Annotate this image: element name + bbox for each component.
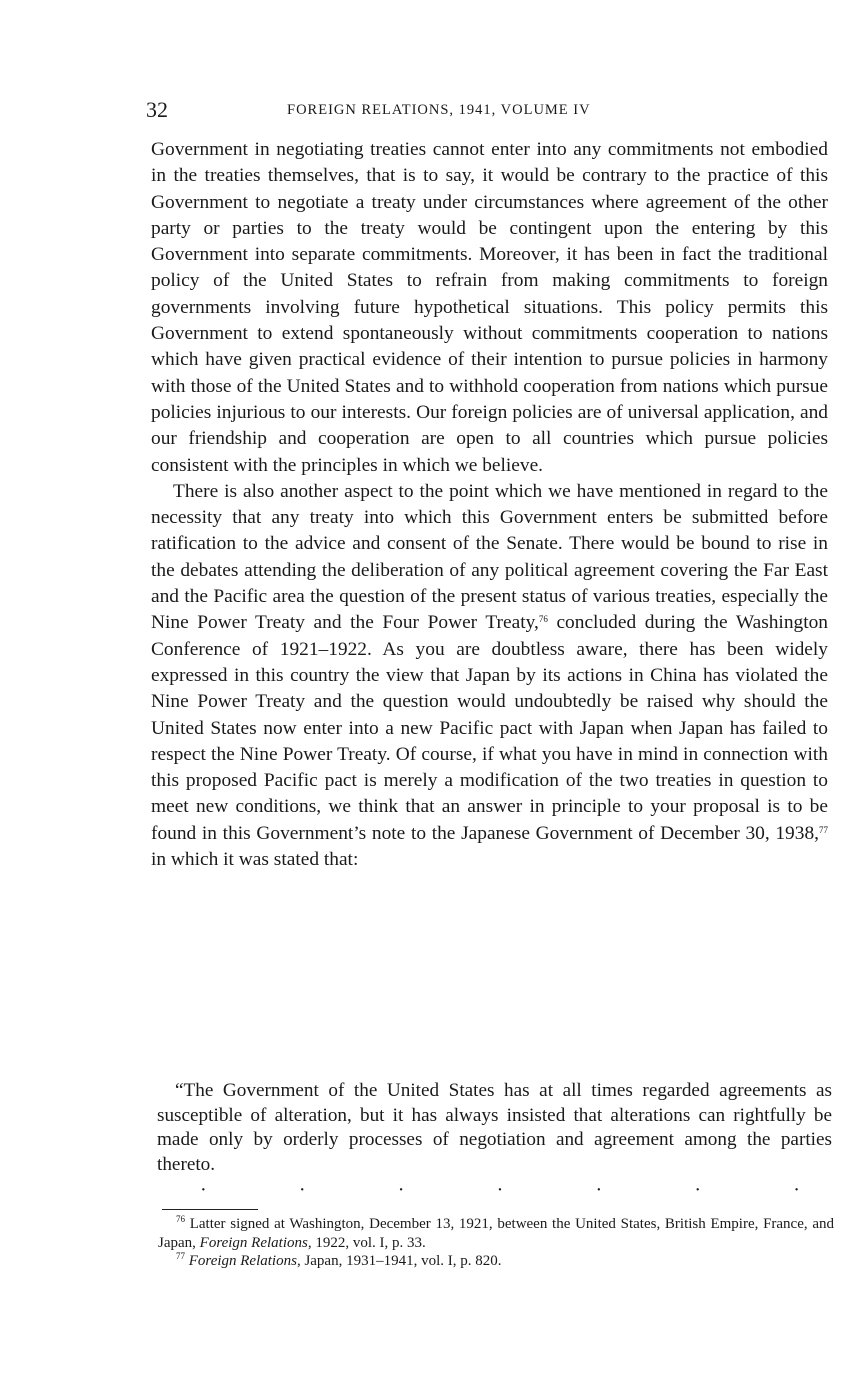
footnote-ref-76: 76: [538, 614, 548, 625]
page-number: 32: [146, 97, 168, 122]
paragraph-2-part-b: concluded during the Washington Conference of 1921–1922. As you are doubtless aware, there has been widely expressed in this country the view that Japan by its actions in China has violated the Nine Power Treaty and the question would undoubtedly be raised why should the United States now enter into a new Pacific pact with Japan when Japan has failed to respect the Nine Power Treaty. Of course, if what you have in mind in connection with this proposed Pacific pact is merely a modification of the two treaties in question to meet new conditions, we think that an answer in principle to your proposal is to be found in this Government’s note to the Japanese Government of December 30, 1938,: [151, 612, 828, 844]
running-head: FOREIGN RELATIONS, 1941, VOLUME IV: [287, 102, 591, 118]
footnote-76: [158, 1215, 834, 1252]
ellipsis-dot: ·: [595, 1179, 603, 1201]
footnote-ref-77: 77: [819, 824, 828, 835]
ellipsis-dot: ·: [694, 1179, 702, 1201]
block-quote: “The Government of the United States has at all times regarded agreements as susceptible of alteration, but it has always insisted that alterations can rightfully be made only by orderly processes of negotiation and agreement among the parties thereto.: [157, 1080, 832, 1175]
footnote-76-text-b: , 1922, vol. I, p. 33.: [307, 1234, 426, 1251]
ellipsis-dot: ·: [496, 1179, 504, 1201]
footnote-rule: [162, 1209, 258, 1210]
paragraph-1: Government in negotiating treaties cannot enter into any commitments not embodied in the treaties themselves, that is to say, it would be contrary to the practice of this Government to negotiate a treaty under circumstances where agreement of the other party or parties to the treaty would be contingent upon the entering by this Government into separate commitments. Moreover, it has been in fact the traditional policy of the United States to refrain from making commitments to foreign governments involving future hypothetical situations. This policy permits this Government to extend spontaneously without commitments cooperation to nations which have given practical evidence of their intention to pursue policies in harmony with those of the United States and to withhold cooperation from nations which pursue policies injurious to our interests. Our foreign policies are of universal application, and our friendship and cooperation are open to all countries which pursue policies consistent with the principles in which we believe.: [151, 139, 828, 476]
footnote-76-text-a: Latter signed at Washington, December 13, 1921, between the United States, British Empire, France, and Japan,: [158, 1216, 834, 1251]
footnote-77: [158, 1252, 834, 1271]
ellipsis-row: [200, 1180, 800, 1200]
ellipsis-dot: ·: [397, 1179, 405, 1201]
paragraph-2: [151, 479, 828, 873]
ellipsis-dot: ·: [200, 1179, 207, 1201]
body-text: [151, 137, 828, 873]
ellipsis-dot: ·: [793, 1179, 800, 1201]
footnote-77-number: 77: [176, 1251, 185, 1261]
paragraph-2-part-a: There is also another aspect to the point which we have mentioned in regard to the necessity that any treaty into which this Government enters be submitted before ratification to the advice and consent of the Senate. There would be bound to rise in the debates attending the deliberation of any political agreement covering the Far East and the Pacific area the question of the present status of various treaties, especially the Nine Power Treaty and the Four Power Treaty,: [151, 480, 828, 634]
footnote-77-text-b: , Japan, 1931–1941, vol. I, p. 820.: [296, 1253, 502, 1269]
footnotes: [158, 1215, 834, 1271]
footnote-76-title: Foreign Relations: [199, 1234, 308, 1251]
footnote-77-title: Foreign Relations: [188, 1253, 297, 1269]
footnote-76-number: 76: [176, 1214, 185, 1224]
paragraph-2-part-c: in which it was stated that:: [151, 849, 359, 871]
ellipsis-dot: ·: [298, 1179, 306, 1201]
